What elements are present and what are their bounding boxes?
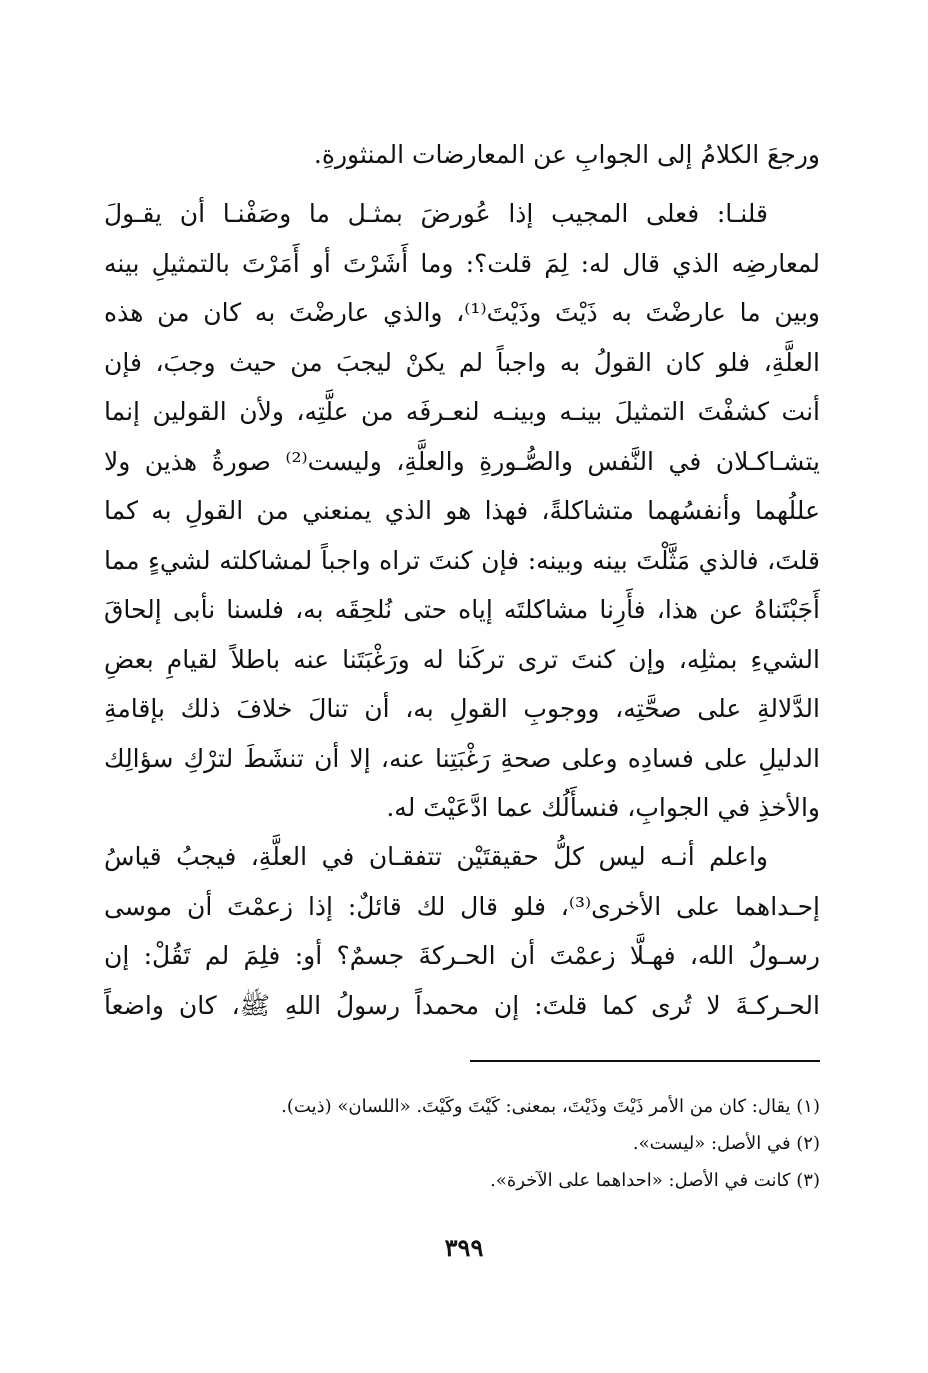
text-line: أَجَبْتَناهُ عن هذا، فأَرِنا مشاكلتَه إياه حتى نُلحِقَه به، فلسنا نأبى إلحاقَ: [104, 595, 820, 624]
page-number: ٣٩٩: [444, 1233, 484, 1262]
text-line: واعلم أنـه ليس كلُّ حقيقتَيْن تتفقـان في العلَّةِ، فيجبُ قياسُ: [104, 842, 768, 871]
text-line: أنت كشفْتَ التمثيلَ بينـه وبينـه لنعـرفَه من علَّتِه، ولأن القولين إنما: [104, 397, 820, 426]
text-line: عللُهما وأنفسُهما متشاكلةً، فهذا هو الذي يمنعني من القولِ به كما: [104, 496, 820, 525]
text-line: وبين ما عارضْتَ به ذَيْتَ وذَيْتَ⁽¹⁾، والذي عارضْتَ به كان من هذه: [104, 298, 820, 327]
text-line: العلَّةِ، فلو كان القولُ به واجباً لم يكنْ ليجبَ من حيث وجبَ، فإن: [104, 347, 820, 377]
footnote-1: (١) يقال: كان من الأمر ذَيْتَ وذَيْتَ، بمعنى: كَيْتَ وكَيْتَ. «اللسان» (ذيت).: [281, 1096, 820, 1117]
text-line: الدَّلالةِ على صحَّتِه، ووجوبِ القولِ به، أن تنالَ خلافَ ذلك بإقامةِ: [104, 694, 820, 723]
text-line: قلنـا: فعلى المجيب إذا عُورضَ بمثـل ما وصَفْنـا أن يقـولَ: [104, 199, 768, 228]
text-line: الدليلِ على فسادِه وعلى صحةِ رَغْبَتِنا عنه، إلا أن تنشَطَ لترْكِ سؤالِك: [104, 743, 820, 773]
text-line: إحـداهما على الأخرى⁽³⁾، فلو قال لك قائلٌ: إذا زعمْتَ أن موسى: [104, 891, 820, 921]
footnote-3: (٣) كانت في الأصل: «احداهما على الآخرة».: [490, 1170, 820, 1191]
text-line: والأخذِ في الجوابِ، فنسأَلُك عما ادَّعَيْتَ له.: [386, 793, 820, 822]
footnote-divider: [470, 1060, 820, 1062]
text-line: لمعارضِه الذي قال له: لِمَ قلت؟: وما أَشَرْتَ أو أَمَرْتَ بالتمثيلِ بينه: [104, 248, 820, 278]
text-line: قلتَ، فالذي مَثَّلْتَ بينه وبينه: فإن كنتَ تراه واجباً لمشاكلته لشيءٍ مما: [104, 545, 820, 575]
text-line: يتشـاكـلان في النَّفس والصُّـورةِ والعلَّةِ، وليست⁽²⁾ صورةُ هذين ولا: [104, 446, 820, 476]
footnote-2: (٢) في الأصل: «ليست».: [632, 1133, 820, 1154]
text-line: الحـركـةَ لا تُرى كما قلتَ: إن محمداً رسولُ اللهِ ﷺ، كان واضعاً: [104, 990, 820, 1020]
paragraph-2: [104, 832, 820, 1030]
intro-line: ورجعَ الكلامُ إلى الجوابِ عن المعارضات المنثورةِ.: [313, 140, 820, 169]
intro-text: [104, 130, 820, 180]
text-line: رسـولُ الله، فهـلَّا زعمْتَ أن الحـركةَ جسمٌ؟ أو: فلِمَ لم تَقُلْ: إن: [104, 941, 820, 970]
footnotes: [104, 1088, 820, 1199]
paragraph-1: [104, 189, 820, 833]
text-line: الشيءِ بمثلِه، وإن كنتَ ترى تركَنا له ورَغْبَتَنا عنه باطلاً لقيامِ بعضِ: [104, 644, 820, 674]
